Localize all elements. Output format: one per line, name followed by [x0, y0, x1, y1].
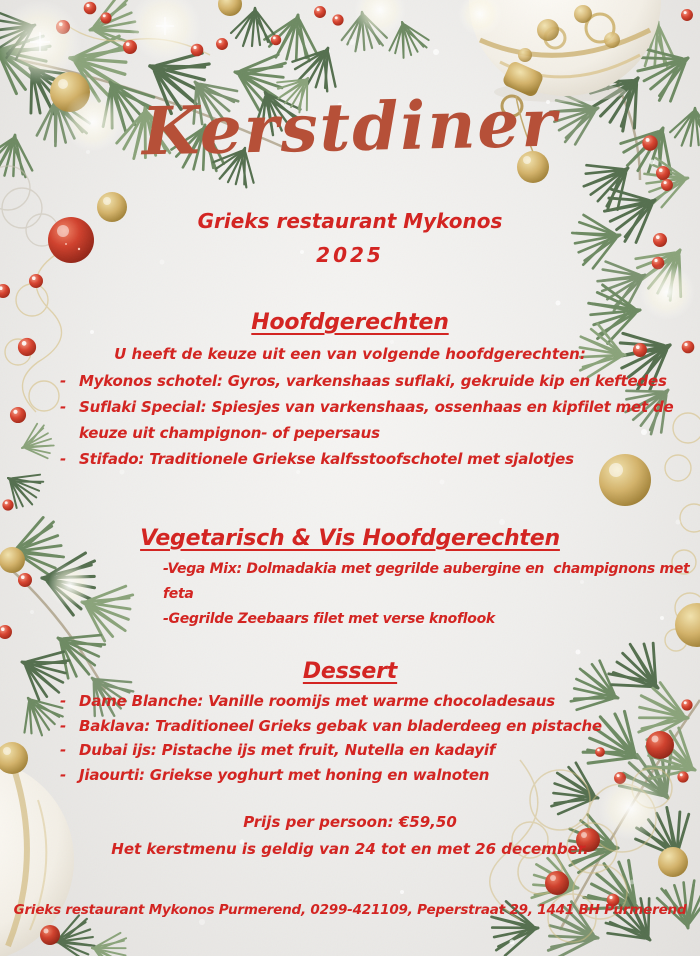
menu-title: Kerstdiner: [141, 83, 559, 171]
list-item: -Vega Mix: Dolmadakia met gegrilde aubergine en champignons met feta: [163, 561, 694, 602]
validity-note: Het kerstmenu is geldig van 24 tot en met 26 december.: [111, 840, 589, 858]
item-text: Stifado: Traditionele Griekse kalfsstoofschotel met sjalotjes: [79, 450, 574, 468]
section-heading-vegetarisch-vis: Vegetarisch & Vis Hoofdgerechten: [140, 526, 560, 551]
list-item: -Gegrilde Zeebaars filet met verse knoflook: [163, 611, 495, 627]
item-text: Dubai ijs: Pistache ijs met fruit, Nutella en kadayif: [79, 741, 496, 759]
list-item: [60, 446, 688, 472]
restaurant-name: Grieks restaurant Mykonos: [197, 209, 503, 233]
vegetarian-fish-list: [163, 557, 694, 632]
item-dash: -: [60, 741, 67, 759]
list-item: [60, 763, 660, 788]
list-item: [60, 738, 660, 763]
section-heading-hoofdgerechten: Hoofdgerechten: [251, 310, 449, 335]
item-text: Suflaki Special: Spiesjes van varkenshaas, ossenhaas en kipfilet met de keuze uit champignon- of pepersaus: [79, 398, 679, 442]
item-dash: -: [60, 372, 67, 390]
item-text: Jiaourti: Griekse yoghurt met honing en walnoten: [79, 765, 490, 784]
item-dash: -: [60, 692, 67, 710]
main-course-list: [60, 368, 688, 472]
section-heading-dessert: Dessert: [302, 659, 398, 684]
item-dash: -: [60, 398, 67, 416]
list-item: [60, 394, 688, 446]
list-item: [60, 368, 688, 394]
restaurant-contact-footer: Grieks restaurant Mykonos Purmerend, 0299-421109, Peperstraat 29, 1441 BH Purmerend: [13, 902, 687, 918]
item-text: Dame Blanche: Vanille roomijs met warme chocoladesaus: [79, 692, 555, 710]
item-dash: -: [60, 765, 67, 784]
item-text: Baklava: Traditioneel Grieks gebak van bladerdeeg en pistache: [79, 716, 602, 735]
price-per-person: Prijs per persoon: €59,50: [243, 813, 457, 831]
list-item: [60, 714, 660, 739]
item-text: Mykonos schotel: Gyros, varkenshaas suflaki, gekruide kip en keftedes: [79, 372, 667, 390]
section-intro-hoofdgerechten: U heeft de keuze uit een van volgende hoofdgerechten:: [114, 345, 586, 363]
list-item: [60, 689, 660, 714]
item-dash: -: [60, 716, 67, 735]
menu-year: 2025: [316, 243, 384, 267]
item-dash: -: [60, 450, 67, 468]
dessert-list: [60, 689, 660, 787]
